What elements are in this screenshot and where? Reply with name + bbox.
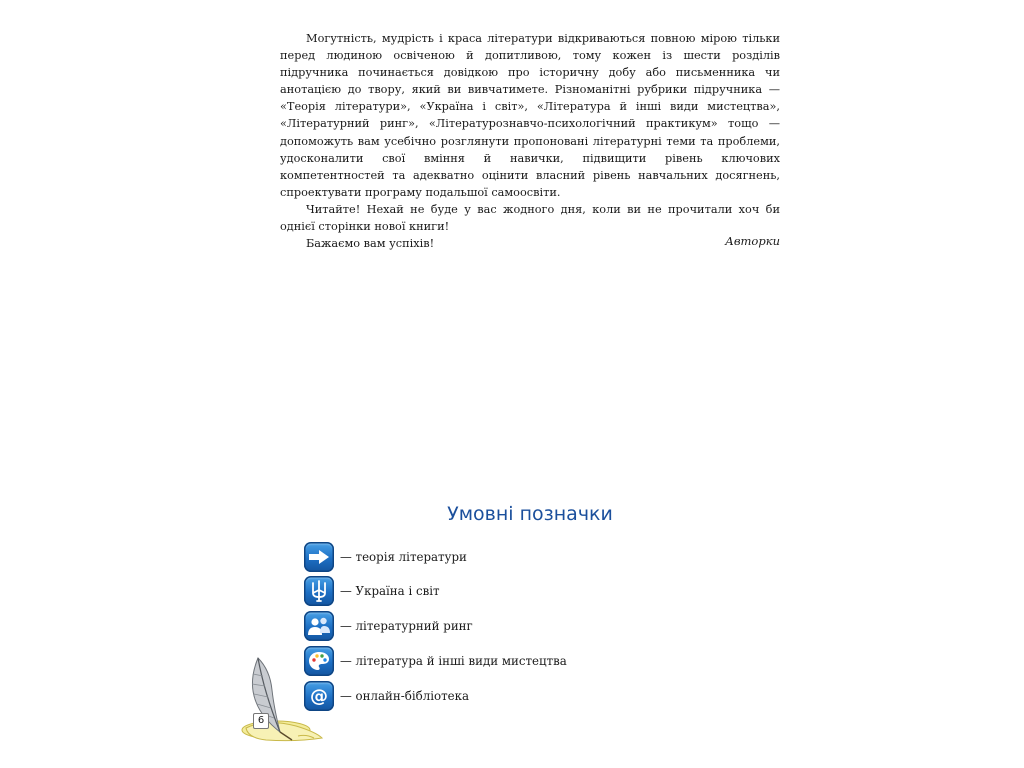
body-text — [280, 30, 780, 252]
signature: Авторки — [725, 234, 780, 248]
quill-decoration-icon — [236, 652, 332, 746]
legend-item-ring — [304, 611, 473, 641]
people-icon — [304, 611, 334, 641]
legend-item-label: — література й інші види мистецтва — [340, 654, 567, 668]
legend-title: Умовні позначки — [447, 503, 613, 525]
legend-item-ukraine — [304, 576, 440, 606]
legend-item-label: — літературний ринг — [340, 619, 473, 633]
arrow-right-icon — [304, 542, 334, 572]
trident-icon — [304, 576, 334, 606]
legend-item-label: — теорія літератури — [340, 550, 467, 564]
legend-item-label: — онлайн-бібліотека — [340, 689, 470, 703]
page-number: 6 — [253, 713, 269, 729]
paragraph-intro: Могутність, мудрість і краса літератури відкриваються повною мірою тільки перед людиною освіченою й допитливою, тому кожен із шести розділів підручника починається довідкою про історичну добу або письменника чи анотацією до твору, який ви вивчатимете. Різноманітні рубрики підручника — «Теорія літератури», «Україна і світ», «Література й інші види мистецтва», «Літературний ринг», «Літературознавчо-психологічний практикум» тощо — допоможуть вам усебічно розглянути пропоновані літературні теми та проблеми, удосконалити свої вміння й навички, підвищити рівень ключових компетентностей та адекватно оцінити власний рівень навчальних досягнень, спроектувати програму подальшої самоосвіти. — [280, 32, 780, 199]
paragraph-read: Читайте! Нехай не буде у вас жодного дня, коли ви не прочитали хоч би однієї сторінки нової книги! — [280, 202, 780, 234]
legend-item-label: — Україна і світ — [340, 584, 440, 598]
svg-text:@: @ — [310, 686, 328, 707]
legend-item-theory — [304, 542, 467, 572]
legend-item-arts — [304, 646, 567, 676]
paragraph-wishes: Бажаємо вам успіхів! — [306, 237, 435, 251]
